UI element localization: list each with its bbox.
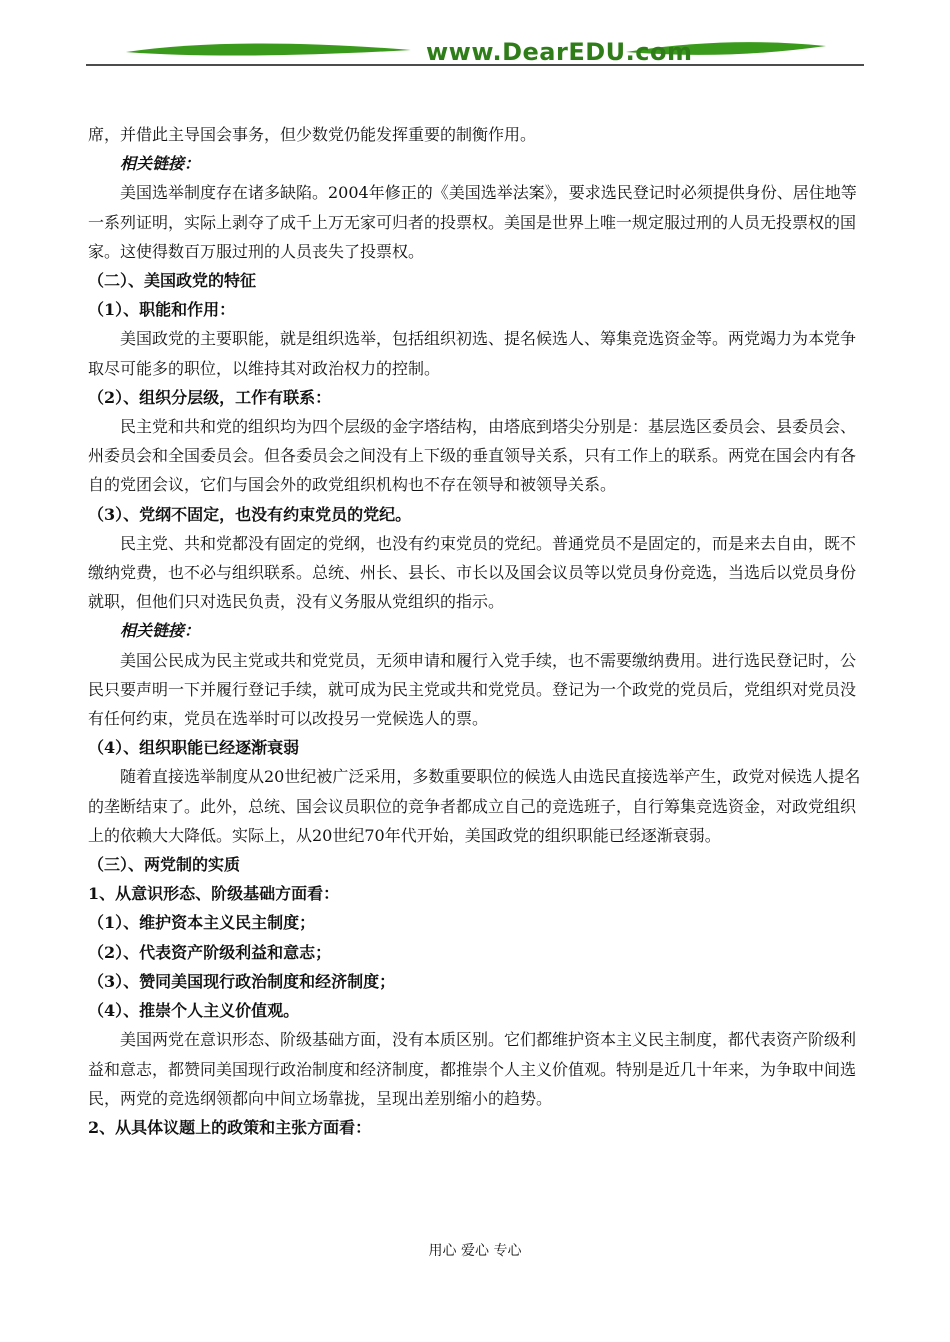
body-paragraph: 民主党、共和党都没有固定的党纲，也没有约束党员的党纪。普通党员不是固定的，而是来去自由，既不缴纳党费，也不必与组织联系。总统、州长、县长、市长以及国会议员等以党员身份竞选，当选后以党员身份就职，但他们只对选民负责，没有义务服从党组织的指示。 [88, 533, 857, 612]
body-paragraph: 随着直接选举制度从20世纪被广泛采用，多数重要职位的候选人由选民直接选举产生，政党对候选人提名的垄断结束了。此外，总统、国会议员职位的竞争者都成立自己的竞选班子，自行筹集竞选资金，对政党组织上的依赖大大降低。实际上，从20世纪70年代开始，美国政党的组织职能已经逐渐衰弱。 [88, 767, 861, 845]
section-heading: （1）、职能和作用： [88, 300, 236, 320]
section-heading: 相关链接： [120, 621, 201, 641]
document-body [88, 120, 866, 1142]
body-paragraph: 美国政党的主要职能，就是组织选举，包括组织初选、提名候选人、筹集竞选资金等。两党竭力为本党争取尽可能多的职位，以维持其对政治权力的控制。 [88, 329, 857, 378]
section-heading: （4）、组织职能已经逐渐衰弱 [88, 738, 300, 758]
section-heading: （二）、美国政党的特征 [88, 271, 257, 291]
section-heading: （3）、赞同美国现行政治制度和经济制度； [88, 971, 396, 991]
section-heading: （4）、推崇个人主义价值观。 [88, 1001, 300, 1021]
body-paragraph: 席，并借此主导国会事务，但少数党仍能发挥重要的制衡作用。 [88, 125, 537, 144]
section-heading: （1）、维护资本主义民主制度； [88, 913, 316, 933]
site-logo-text: www.DearEDU.com [426, 38, 693, 66]
section-heading: 1、从意识形态、阶级基础方面看： [88, 884, 340, 904]
section-heading: （2）、代表资产阶级利益和意志； [88, 942, 332, 962]
section-heading: 相关链接： [120, 154, 201, 174]
body-paragraph: 美国公民成为民主党或共和党党员，无须申请和履行入党手续，也不需要缴纳费用。进行选民登记时，公民只要声明一下并履行登记手续，就可成为民主党或共和党党员。登记为一个政党的党员后，党组织对党员没有任何约束，党员在选举时可以改投另一党候选人的票。 [88, 650, 857, 729]
page-header [86, 30, 864, 70]
section-heading: （2）、组织分层级，工作有联系： [88, 387, 332, 407]
body-paragraph: 美国两党在意识形态、阶级基础方面，没有本质区别。它们都维护资本主义民主制度，都代表资产阶级利益和意志，都赞同美国现行政治制度和经济制度，都推崇个人主义价值观。特别是近几十年来，为争取中间选民，两党的竞选纲领都向中间立场靠拢，呈现出差别缩小的趋势。 [88, 1030, 857, 1108]
section-heading: 2、从具体议题上的政策和主张方面看： [88, 1117, 372, 1137]
section-heading: （三）、两党制的实质 [88, 855, 241, 875]
section-heading: （3）、党纲不固定，也没有约束党员的党纪。 [88, 504, 412, 524]
body-paragraph: 民主党和共和党的组织均为四个层级的金字塔结构，由塔底到塔尖分别是：基层选区委员会、县委员会、州委员会和全国委员会。但各委员会之间没有上下级的垂直领导关系，只有工作上的联系。两党在国会内有各自的党团会议，它们与国会外的政党组织机构也不存在领导和被领导关系。 [88, 417, 857, 495]
page-footer: 用心 爱心 专心 [428, 1243, 522, 1259]
body-paragraph: 美国选举制度存在诸多缺陷。2004年修正的《美国选举法案》，要求选民登记时必须提供身份、居住地等一系列证明，实际上剥夺了成千上万无家可归者的投票权。美国是世界上唯一规定服过刑的人员无投票权的国家。这使得数百万服过刑的人员丧失了投票权。 [88, 183, 857, 261]
